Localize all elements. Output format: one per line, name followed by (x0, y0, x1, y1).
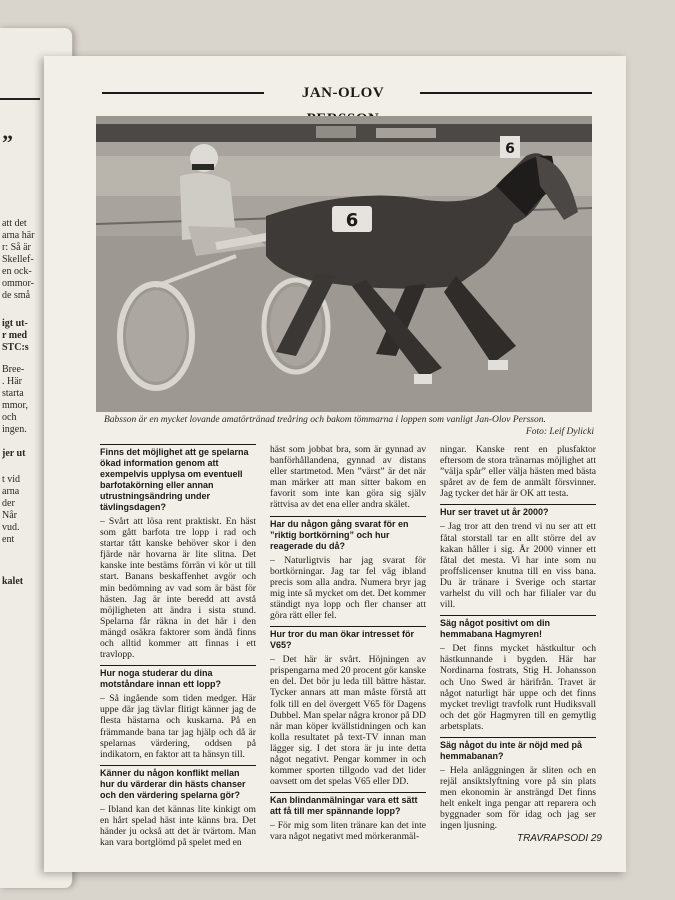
interview-question: Känner du någon konflikt mellan hur du värderar din hästs chanser och den värdering spelarna gör? (100, 765, 256, 801)
previous-page-line: ingen. (2, 424, 27, 435)
previous-page-line: der (2, 498, 15, 509)
magazine-page (44, 56, 626, 872)
interview-answer: – Jag tror att den trend vi nu ser att ett fåtal storstall tar en allt större del av kakan håller i sig. År 2000 vinner ett fåtal det mesta. Vi har inte som nu proffslicenser knutna till en viss bana. Du är tränare i Sverige och startar varhelst du vill och har filialer var du vill. (440, 521, 596, 611)
previous-page-line: ” (2, 132, 13, 154)
previous-page-line: jer ut (2, 448, 26, 459)
interview-answer: – Hela anläggningen är sliten och en rejäl ansiktslyftning vore på sin plats men ekonomin är ansträngd Det finns helt enkelt inga pengar att reparera och byggnader som för idag och jag ser ingen ljusning. (440, 764, 596, 832)
previous-page-line: starta (2, 388, 24, 399)
previous-page-rule (0, 98, 40, 100)
interview-question: Finns det möjlighet att ge spelarna ökad information genom att exempelvis upplysa om eventuell barfotakörning eller annan utrustningsändring under tävlingsdagen? (100, 444, 256, 513)
interview-answer: – Ibland kan det kännas lite kinkigt om en hårt spelad häst inte känns bra. Det händer ju också att det är tvärtom. Man kan vara bortglömd på spelet med en (100, 803, 256, 849)
interview-answer: – För mig som liten tränare kan det inte vara något negativt med mörkeranmäl- (270, 820, 426, 843)
previous-page-line: arna (2, 486, 20, 497)
page-title: JAN-OLOV (301, 85, 385, 101)
interview-answer: ningar. Kanske rent en plusfaktor eftersom de stora tränarnas möjlighet att ”välja spår” eller välja hästen med bästa spåret av de fem de anmält försvinner. Jag tycker det här är OK att testa. (440, 444, 596, 500)
bridle-number: 6 (505, 141, 515, 157)
previous-page-line: t vid (2, 474, 21, 485)
previous-page-line: ent (2, 534, 15, 545)
harness-racing-photo (96, 116, 592, 412)
previous-page-line: vud. (2, 522, 20, 533)
caption-text: Babsson är en mycket lovande amatörtränad treåring och bakom tömmarna i loppen som vanligt Jan-Olov Persson. (104, 415, 546, 425)
interview-answer: – Naturligtvis har jag svarat för bortkörningar. Jag tar fel väg ibland precis som alla andra. Numera bryr jag mig inte så mycket om det. Det kommer ständigt nya lopp och fler chanser att göra rätt eller fel. (270, 554, 426, 622)
previous-page-line: igt ut- (2, 318, 28, 329)
previous-page-line: och (2, 412, 17, 423)
article-column-1 (100, 444, 256, 853)
article-column-2 (270, 444, 426, 847)
photo-caption (104, 414, 594, 438)
header-rule-left (102, 92, 264, 94)
header-rule-right (420, 92, 592, 94)
previous-page-line: en ock- (2, 266, 32, 277)
saddle-number: 6 (345, 210, 359, 231)
previous-page-line: de små (2, 290, 31, 301)
article-body (100, 444, 596, 849)
previous-page-line: kalet (2, 576, 24, 587)
interview-question: Har du någon gång svarat för en ”riktig bortkörning” och hur reagerade du då? (270, 516, 426, 552)
previous-page-line: STC:s (2, 342, 29, 353)
previous-page-line: r: Så är (2, 242, 31, 253)
interview-answer: – Det finns mycket hästkultur och hästkunnande i bygden. Här har Nordinarna fostrats, Stig H. Johansson och Uno Swed är härifrån. Travet är något naturligt här uppe och det finns mycket trevligt travfolk runt Hudiksvall och det gör Hagmyren till en gemytlig arbetsplats. (440, 643, 596, 732)
interview-answer: – Det här är svårt. Höjningen av prispengarna med 20 procent gör kanske en del. Det bör ju leda till bättre hästar. Tycker annars att man måste förstå att folk till en del övergett V65 för Dagens Dubbel. Man spelar några kronor på DD när man köper kvällstidningen och kan kolla resultatet på text-TV innan man lägger sig. I det stora är ju inte detta något negativt. Pengar kommer in och kommer sporten tillgodo vad det lider oavsett om det spelas V65 eller DD. (270, 654, 426, 788)
previous-page-line: Bree- (2, 364, 25, 375)
photo-illustration (96, 116, 592, 412)
previous-page-line: att det (2, 218, 27, 229)
interview-question: Hur tror du man ökar intresset för V65? (270, 626, 426, 651)
previous-page-line: arna här (2, 230, 35, 241)
previous-page-line: Når (2, 510, 17, 521)
previous-page-line: Skellef- (2, 254, 34, 265)
page-footer: TRAVRAPSODI 29 (516, 833, 602, 844)
photo-credit: Foto: Leif Dylicki (525, 427, 594, 437)
interview-answer: – Svårt att lösa rent praktiskt. En häst som gått barfota tre lopp i rad och startar tått kanske behöver skor i den fjärde när hovarna är lite slitna. Det kanske inte bestäms förrän vi kör ut till start. Banans beskaffenhet avgör och min bedömning av vad som är bäst för hästen. Jag är inte beredd att avstå möjligheten att ändra i sista stund. Spelarna får räkna in det här i den mängd osäkra faktorer som ändå finns och alltid kommer att finnas i ett travlopp. (100, 516, 256, 661)
interview-question: Hur noga studerar du dina motståndare innan ett lopp? (100, 665, 256, 690)
previous-page-line: r med (2, 330, 28, 341)
interview-answer: – Så ingående som tiden medger. Här uppe där jag tävlar flitigt känner jag de flesta hästarna och kuskarna. På en främmande bana tar jag hjälp och då är spelarnas värdering, oddsen på indikatorn, en faktor att ta hänsyn till. (100, 693, 256, 760)
article-column-3 (440, 444, 596, 837)
interview-answer: häst som jobbat bra, som är gynnad av banförhållandena, gynnad av distans eller startmetod. Men ”värst” är det när man märker att man sitter bakom en favorit som inte kan göra sig själv rättvisa av det ena eller andra skälet. (270, 444, 426, 511)
previous-page-line: . Här (2, 376, 22, 387)
interview-question: Hur ser travet ut år 2000? (440, 504, 596, 518)
page-header (102, 80, 592, 106)
interview-question: Säg något positivt om din hemmabana Hagmyren! (440, 615, 596, 640)
previous-page-line: ommor- (2, 278, 35, 289)
previous-page-line: mmor, (2, 400, 28, 411)
interview-question: Säg något du inte är nöjd med på hemmabanan? (440, 737, 596, 762)
interview-question: Kan blindanmälningar vara ett sätt att få till mer spännande lopp? (270, 792, 426, 817)
